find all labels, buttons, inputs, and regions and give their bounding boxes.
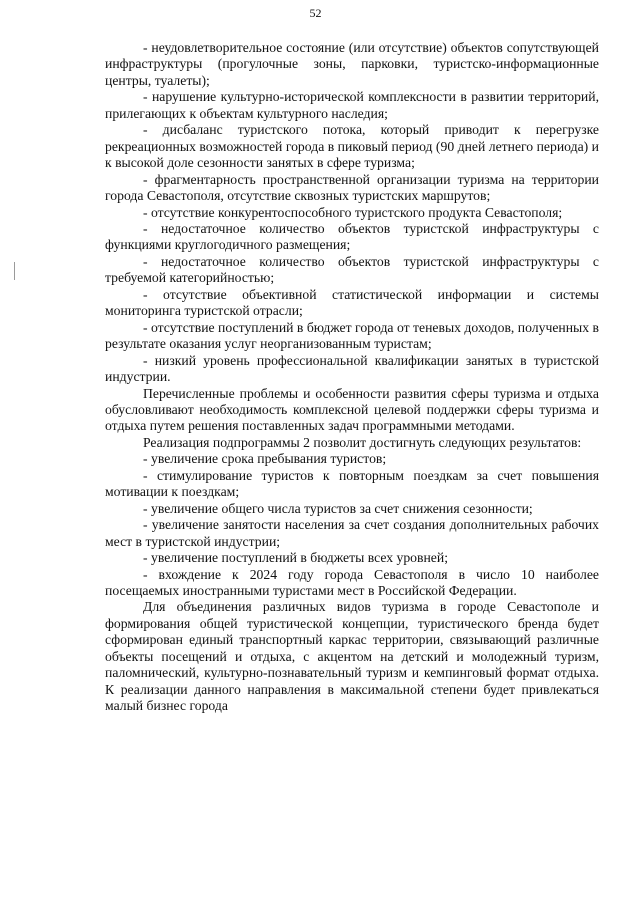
page-number: 52 xyxy=(309,6,322,20)
paragraph: - вхождение к 2024 году города Севастополя в число 10 наиболее посещаемых иностранными туристами мест в Российской Федерации. xyxy=(105,566,599,598)
paragraph: - увеличение общего числа туристов за счет снижения сезонности; xyxy=(143,500,533,516)
paragraph: - низкий уровень профессиональной квалификации занятых в туристской индустрии. xyxy=(105,352,599,385)
paragraph: - увеличение срока пребывания туристов; xyxy=(143,451,387,467)
paragraph: - недостаточное количество объектов туристской инфраструктуры с функциями круглогодичного размещения; xyxy=(105,220,599,253)
paragraph: - дисбаланс туристского потока, который приводит к перегрузке рекреационных возможностей города в пиковый период (90 дней летнего периода) и к высокой доле сезонности занятых в сфере туризма; xyxy=(105,122,599,171)
paragraph: Реализация подпрограммы 2 позволит достигнуть следующих результатов: xyxy=(143,434,582,450)
paragraph: - недостаточное количество объектов туристской инфраструктуры с требуемой категорийностью; xyxy=(105,253,599,286)
paragraph: - увеличение занятости населения за счет создания дополнительных рабочих мест в туристской индустрии; xyxy=(105,517,599,549)
paragraph: - отсутствие объективной статистической информации и системы мониторинга туристской отрасли; xyxy=(105,286,599,319)
paragraph: - увеличение поступлений в бюджеты всех уровней; xyxy=(143,550,449,566)
paragraph: - отсутствие поступлений в бюджет города от теневых доходов, полученных в результате оказания услуг неорганизованным туристам; xyxy=(105,319,599,352)
paragraph: - отсутствие конкурентоспособного туристского продукта Севастополя; xyxy=(143,204,563,220)
paragraph: - неудовлетворительное состояние (или отсутствие) объектов сопутствующей инфраструктуры (прогулочные зоны, парковки, туристско-информационные центры, туалеты); xyxy=(105,40,599,88)
paragraph: - фрагментарность пространственной организации туризма на территории города Севастополя, отсутствие сквозных туристских маршрутов; xyxy=(105,171,599,204)
paragraph: Перечисленные проблемы и особенности развития сферы туризма и отдыха обусловливают необходимость комплексной целевой поддержки сферы туризма и отдыха путем решения поставленных задач программными методами. xyxy=(105,385,599,434)
scan-margin-mark xyxy=(14,262,15,280)
body-text xyxy=(105,40,599,715)
paragraph: - стимулирование туристов к повторным поездкам за счет повышения мотивации к поездкам; xyxy=(105,467,599,500)
paragraph: - нарушение культурно-исторической комплексности в развитии территорий, прилегающих к объектам культурного наследия; xyxy=(105,89,599,121)
paragraph: Для объединения различных видов туризма в городе Севастополе и формирования общей туристической концепции, туристического бренда будет сформирован единый транспортный каркас территории, связывающий различные объекты посещений и отдыха, с акцентом на детский и молодежный туризм, паломнический, культурно-познавательный туризм и кемпинговый формат отдыха. К реализации данного направления в максимальной степени будет привлекаться малый бизнес города xyxy=(105,599,599,714)
